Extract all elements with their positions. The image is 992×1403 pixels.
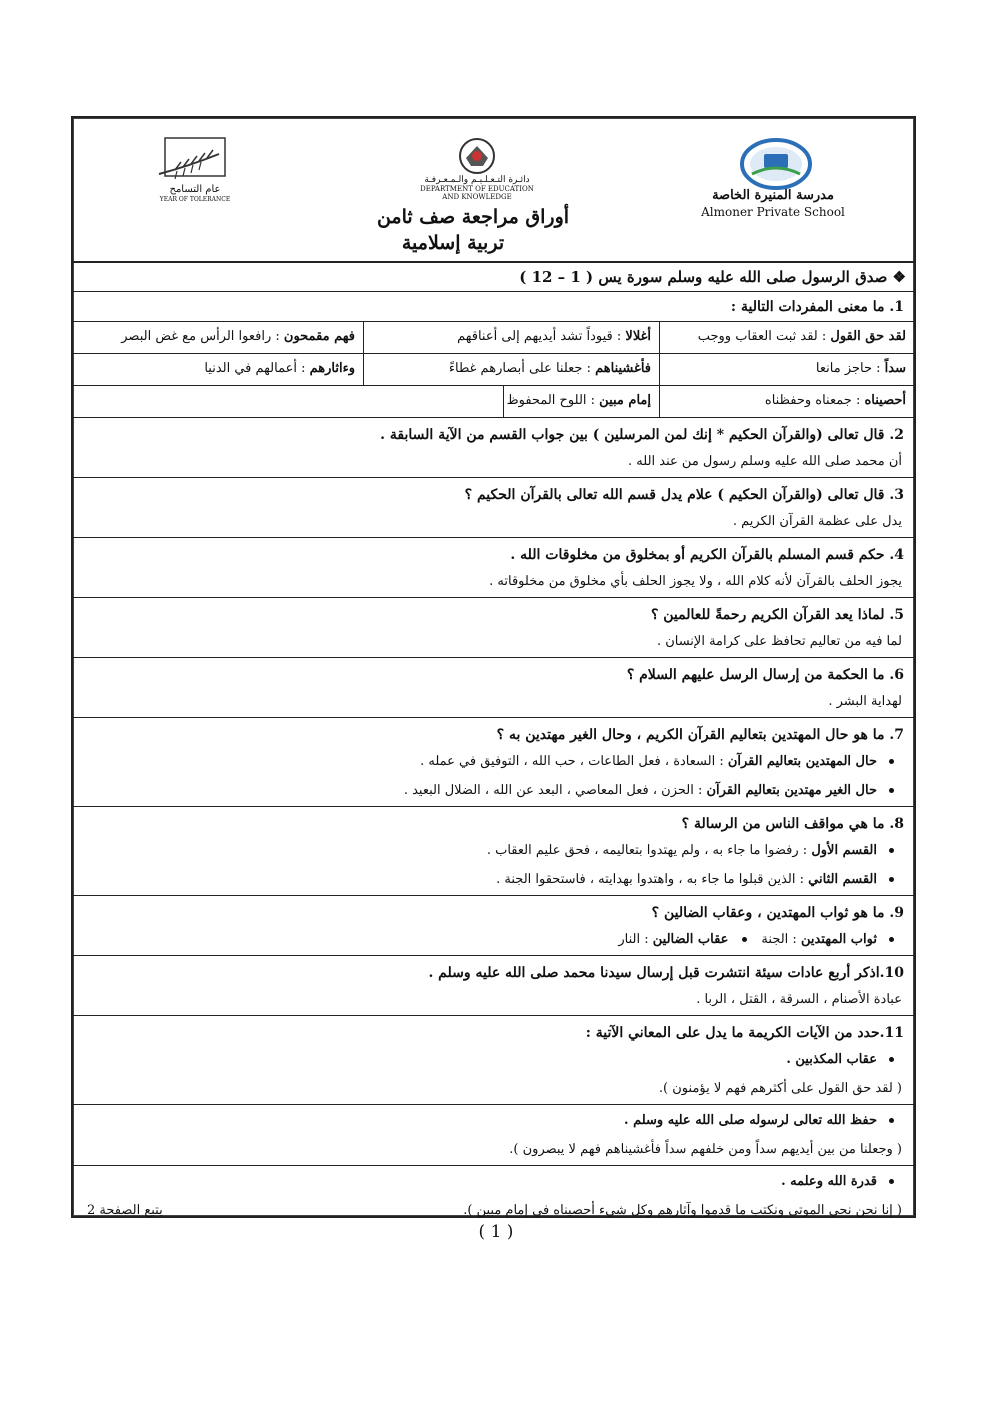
bullet-label: حال الغير مهتدين بتعاليم القرآن: [706, 783, 877, 798]
question-8: [73, 807, 914, 896]
department-name-en-2: AND KNOWLEDGE: [442, 193, 512, 201]
vocab-row-3: [73, 386, 914, 418]
question-text: قال تعالى (والقرآن الحكيم ) علام يدل قسم الله تعالى بالقرآن الحكيم ؟: [464, 487, 890, 503]
question-2: [73, 418, 914, 478]
verse-text: ( لقد حق القول على أكثرهم فهم لا يؤمنون ).: [658, 1081, 902, 1096]
question-number: 5.: [889, 607, 904, 623]
question-10: [73, 956, 914, 1016]
bullet-item: [73, 837, 914, 866]
bullet-label: عقاب الضالين: [652, 932, 729, 947]
question-7: [73, 718, 914, 807]
bullet-item: [73, 866, 914, 895]
answer-text: أن محمد صلى الله عليه وسلم رسول من عند الله .: [628, 454, 902, 469]
question-text: ما هي مواقف الناس من الرسالة ؟: [681, 816, 890, 832]
vocab-cell: [659, 354, 914, 385]
vocab-term: لقد حق القول: [830, 329, 906, 344]
bullet-label: القسم الأول: [811, 843, 877, 858]
bullet-icon: [889, 1179, 894, 1184]
question-11-part-3: [73, 1166, 914, 1226]
question-1: [73, 292, 914, 322]
question-text: حكم قسم المسلم بالقرآن الكريم أو بمخلوق من مخلوقات الله .: [510, 547, 890, 563]
vocab-term: وءاثارهم: [309, 361, 355, 376]
vocab-row-2: [73, 354, 914, 386]
question-number: 3.: [889, 487, 904, 503]
vocab-meaning: : لقد ثبت العقاب ووجب: [697, 329, 831, 344]
bullet-item: [73, 1166, 914, 1197]
subject-title: تربية إسلامية: [401, 232, 505, 254]
question-4: [73, 538, 914, 598]
department-name-en-1: DEPARTMENT OF EDUCATION: [420, 185, 534, 193]
bullet-item: [73, 1105, 914, 1136]
bullet-item: [73, 748, 914, 777]
page-title: أوراق مراجعة صف ثامن: [376, 206, 570, 228]
question-number: 11.: [879, 1025, 904, 1041]
department-emblem: [458, 136, 496, 176]
question-11-part-2: [73, 1105, 914, 1166]
school-logo: [738, 138, 814, 188]
vocab-cell-empty: [73, 386, 503, 417]
verse-text: ( وجعلنا من بين أيديهم سداً ومن خلفهم سداً فأغشيناهم فهم لا يبصرون ).: [509, 1142, 902, 1157]
worksheet-frame: [71, 116, 916, 1218]
vocab-meaning: : رافعوا الرأس مع غض البصر: [121, 329, 284, 344]
worksheet-header: [73, 118, 914, 263]
question-text: اذكر أربع عادات سيئة انتشرت قبل إرسال سيدنا محمد صلى الله عليه وسلم .: [428, 965, 880, 981]
question-number: 8.: [889, 816, 904, 832]
page-number: ( 1 ): [478, 1222, 514, 1242]
vocab-cell: [659, 322, 914, 353]
bullet-text: : النار: [618, 932, 653, 947]
question-text: قال تعالى (والقرآن الحكيم * إنك لمن المرسلين ) بين جواب القسم من الآية السابقة .: [380, 427, 890, 443]
bullet-text: : الذين قبلوا ما جاء به ، واهتدوا بهدايته ، فاستحقوا الجنة .: [496, 872, 809, 887]
question-5: [73, 598, 914, 658]
vocab-cell: [503, 386, 659, 417]
vocab-meaning: : جمعناه وحفظناه: [764, 393, 865, 408]
vocab-cell: [73, 354, 363, 385]
bullet-label: قدرة الله وعلمه .: [781, 1174, 877, 1189]
bullet-label: حفظ الله تعالى لرسوله صلى الله عليه وسلم .: [624, 1113, 877, 1128]
vocab-term: سداً: [884, 361, 906, 376]
question-text: حدد من الآيات الكريمة ما يدل على المعاني الآتية :: [585, 1025, 880, 1041]
bullet-icon: [889, 1057, 894, 1062]
vocab-meaning: : أعمالهم في الدنيا: [204, 361, 310, 376]
continue-note: يتبع الصفحة 2: [87, 1203, 163, 1218]
vocab-term: فأغشيناهم: [595, 361, 651, 376]
bullet-icon: [889, 877, 894, 882]
vocab-cell: [363, 322, 659, 353]
answer-text: لهداية البشر .: [828, 694, 902, 709]
bullet-icon: [889, 1118, 894, 1123]
worksheet-table: [73, 263, 914, 1226]
answer-text: يجوز الحلف بالقرآن لأنه كلام الله ، ولا يجوز الحلف بأي مخلوق من مخلوقاته .: [489, 574, 902, 589]
answer-text: لما فيه من تعاليم تحافظ على كرامة الإنسان .: [656, 634, 902, 649]
verse-text: ( إنا نحن نحي الموتى ونكتب ما قدموا وآثارهم وكل شيء أحصيناه في إمام مبين ).: [463, 1203, 902, 1218]
tolerance-ar: عام التسامح: [169, 184, 221, 195]
vocab-row-1: [73, 322, 914, 354]
question-11-part-1: [73, 1016, 914, 1105]
question-number: 4.: [889, 547, 904, 563]
bullet-icon: [889, 759, 894, 764]
question-text: ما الحكمة من إرسال الرسل عليهم السلام ؟: [626, 667, 890, 683]
bullet-icon: [889, 937, 894, 942]
vocab-cell: [73, 322, 363, 353]
bullet-text: : الحزن ، فعل المعاصي ، البعد عن الله ، الضلال البعيد .: [403, 783, 707, 798]
vocab-meaning: : قيوداً تشد أيديهم إلى أعناقهم: [457, 329, 626, 344]
bullet-icon: [889, 788, 894, 793]
question-text: لماذا يعد القرآن الكريم رحمةً للعالمين ؟: [650, 607, 890, 623]
bullet-item: [73, 926, 914, 955]
question-3: [73, 478, 914, 538]
bullet-label: عقاب المكذبين .: [786, 1052, 877, 1067]
question-6: [73, 658, 914, 718]
bullet-label: حال المهتدين بتعاليم القرآن: [727, 754, 877, 769]
bullet-label: القسم الثاني: [808, 872, 877, 887]
surah-heading: ❖ صدق الرسول صلى الله عليه وسلم سورة يس ( 1 – 12 ): [519, 268, 906, 286]
bullet-text: : السعادة ، فعل الطاعات ، حب الله ، التوفيق في عمله .: [420, 754, 728, 769]
question-text: ما هو حال المهتدين بتعاليم القرآن الكريم ، وحال الغير مهتدين به ؟: [496, 727, 890, 743]
tolerance-en: YEAR OF TOLERANCE: [159, 196, 231, 203]
department-name-ar: دائـرة التـعـلـيـم والـمـعـرفـة: [424, 175, 530, 185]
answer-text: يدل على عظمة القرآن الكريم .: [732, 514, 902, 529]
vocab-term: أغلالا: [625, 329, 651, 344]
question-number: 2.: [889, 427, 904, 443]
surah-heading-row: [73, 263, 914, 292]
question-text: ما هو ثواب المهتدين ، وعقاب الضالين ؟: [651, 905, 890, 921]
question-number: 1.: [889, 299, 904, 315]
bullet-text: : رفضوا ما جاء به ، ولم يهتدوا بتعاليمه ، فحق عليم العقاب .: [486, 843, 812, 858]
school-name-en: Almoner Private School: [701, 205, 845, 219]
vocab-cell: [659, 386, 914, 417]
vocab-term: أحصيناه: [864, 393, 906, 408]
question-text: ما معنى المفردات التالية :: [730, 299, 890, 315]
question-number: 6.: [889, 667, 904, 683]
vocab-cell: [363, 354, 659, 385]
bullet-icon: [742, 937, 747, 942]
vocab-meaning: : جعلنا على أبصارهم غطاءً: [448, 361, 596, 376]
bullet-text: : الجنة: [761, 932, 801, 947]
bullet-icon: [889, 848, 894, 853]
vocab-term: فهم مقمحون: [283, 329, 355, 344]
answer-text: عبادة الأصنام ، السرقة ، القتل ، الربا .: [696, 992, 902, 1007]
bullet-item: [73, 1046, 914, 1075]
school-name-ar: مدرسة المنيرة الخاصة: [712, 188, 834, 203]
bullet-label: ثواب المهتدين: [800, 932, 877, 947]
question-number: 9.: [889, 905, 904, 921]
bullet-item: [73, 777, 914, 806]
vocab-meaning: : اللوح المحفوظ: [506, 393, 600, 408]
vocab-meaning: : حاجز مانعا: [815, 361, 885, 376]
vocab-term: إمام مبين: [599, 393, 651, 408]
question-9: [73, 896, 914, 956]
question-number: 7.: [889, 727, 904, 743]
question-number: 10.: [879, 965, 904, 981]
